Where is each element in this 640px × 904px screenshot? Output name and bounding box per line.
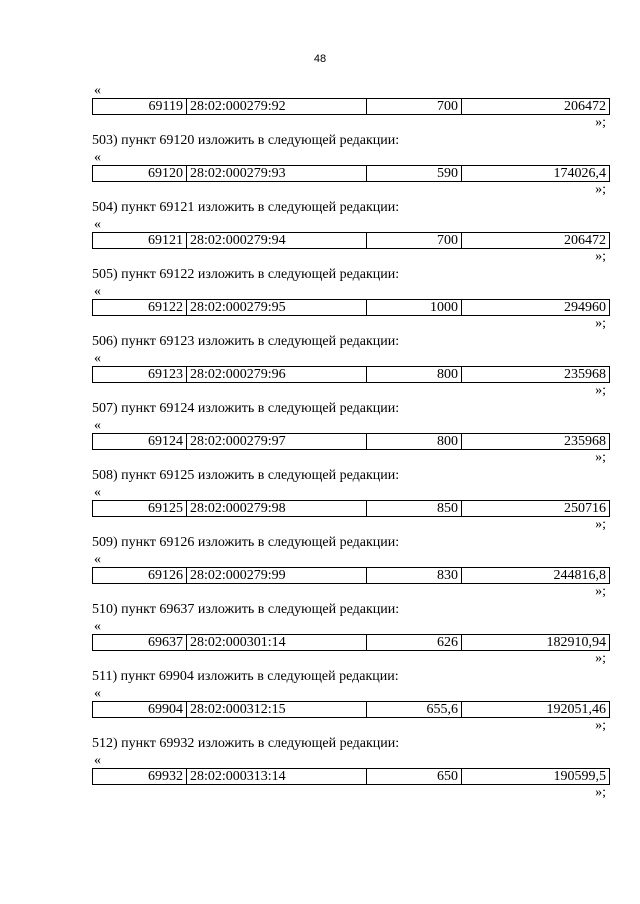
area-cell: 800 xyxy=(367,434,462,450)
cadastral-number-cell: 28:02:000301:14 xyxy=(187,635,367,651)
close-quote: »; xyxy=(595,182,606,197)
area-cell: 830 xyxy=(367,568,462,584)
area-cell: 626 xyxy=(367,635,462,651)
entry-block xyxy=(92,332,610,399)
entry-block xyxy=(92,600,610,667)
item-number-cell: 69932 xyxy=(93,769,187,785)
close-quote: »; xyxy=(595,718,606,733)
area-cell: 650 xyxy=(367,769,462,785)
document-body xyxy=(92,84,610,801)
area-cell: 1000 xyxy=(367,300,462,316)
open-quote: « xyxy=(94,284,101,299)
close-quote: »; xyxy=(595,249,606,264)
area-cell: 850 xyxy=(367,501,462,517)
amendment-heading: 506) пункт 69123 изложить в следующей редакции: xyxy=(92,334,400,349)
amendment-heading: 512) пункт 69932 изложить в следующей редакции: xyxy=(92,736,400,751)
entry-block xyxy=(92,466,610,533)
amendment-heading: 504) пункт 69121 изложить в следующей редакции: xyxy=(92,200,400,215)
value-cell: 182910,94 xyxy=(462,635,610,651)
table-row xyxy=(93,300,610,316)
item-number-cell: 69637 xyxy=(93,635,187,651)
value-cell: 174026,4 xyxy=(462,166,610,182)
close-quote: »; xyxy=(595,316,606,331)
record-table xyxy=(92,98,610,115)
item-number-cell: 69123 xyxy=(93,367,187,383)
item-number-cell: 69119 xyxy=(93,99,187,115)
area-cell: 655,6 xyxy=(367,702,462,718)
value-cell: 250716 xyxy=(462,501,610,517)
cadastral-number-cell: 28:02:000279:98 xyxy=(187,501,367,517)
cadastral-number-cell: 28:02:000279:99 xyxy=(187,568,367,584)
record-table xyxy=(92,567,610,584)
value-cell: 206472 xyxy=(462,99,610,115)
close-quote: »; xyxy=(595,450,606,465)
entry-block xyxy=(92,734,610,801)
record-table xyxy=(92,433,610,450)
table-row xyxy=(93,434,610,450)
page-number: 48 xyxy=(313,53,327,65)
area-cell: 700 xyxy=(367,99,462,115)
open-quote: « xyxy=(94,619,101,634)
close-quote: »; xyxy=(595,115,606,130)
amendment-heading: 510) пункт 69637 изложить в следующей редакции: xyxy=(92,602,400,617)
item-number-cell: 69124 xyxy=(93,434,187,450)
record-table xyxy=(92,165,610,182)
table-row xyxy=(93,99,610,115)
table-row xyxy=(93,233,610,249)
open-quote: « xyxy=(94,418,101,433)
record-table xyxy=(92,366,610,383)
value-cell: 294960 xyxy=(462,300,610,316)
cadastral-number-cell: 28:02:000279:96 xyxy=(187,367,367,383)
table-row xyxy=(93,769,610,785)
close-quote: »; xyxy=(595,785,606,800)
item-number-cell: 69904 xyxy=(93,702,187,718)
amendment-heading: 507) пункт 69124 изложить в следующей редакции: xyxy=(92,401,400,416)
open-quote: « xyxy=(94,686,101,701)
entry-block xyxy=(92,533,610,600)
record-table xyxy=(92,701,610,718)
amendment-heading: 508) пункт 69125 изложить в следующей редакции: xyxy=(92,468,400,483)
cadastral-number-cell: 28:02:000313:14 xyxy=(187,769,367,785)
cadastral-number-cell: 28:02:000312:15 xyxy=(187,702,367,718)
record-table xyxy=(92,232,610,249)
open-quote: « xyxy=(94,485,101,500)
open-quote: « xyxy=(94,83,101,98)
item-number-cell: 69120 xyxy=(93,166,187,182)
amendment-heading: 503) пункт 69120 изложить в следующей редакции: xyxy=(92,133,400,148)
open-quote: « xyxy=(94,753,101,768)
open-quote: « xyxy=(94,552,101,567)
open-quote: « xyxy=(94,150,101,165)
cadastral-number-cell: 28:02:000279:95 xyxy=(187,300,367,316)
value-cell: 192051,46 xyxy=(462,702,610,718)
table-row xyxy=(93,367,610,383)
item-number-cell: 69125 xyxy=(93,501,187,517)
cadastral-number-cell: 28:02:000279:92 xyxy=(187,99,367,115)
cadastral-number-cell: 28:02:000279:93 xyxy=(187,166,367,182)
value-cell: 206472 xyxy=(462,233,610,249)
item-number-cell: 69126 xyxy=(93,568,187,584)
open-quote: « xyxy=(94,351,101,366)
close-quote: »; xyxy=(595,383,606,398)
area-cell: 590 xyxy=(367,166,462,182)
record-table xyxy=(92,500,610,517)
value-cell: 235968 xyxy=(462,434,610,450)
amendment-heading: 511) пункт 69904 изложить в следующей редакции: xyxy=(92,669,399,684)
entry-block xyxy=(92,131,610,198)
value-cell: 190599,5 xyxy=(462,769,610,785)
entry-block xyxy=(92,84,610,131)
entries-list xyxy=(92,131,610,801)
item-number-cell: 69121 xyxy=(93,233,187,249)
amendment-heading: 505) пункт 69122 изложить в следующей редакции: xyxy=(92,267,400,282)
table-row xyxy=(93,568,610,584)
entry-block xyxy=(92,265,610,332)
close-quote: »; xyxy=(595,584,606,599)
amendment-heading: 509) пункт 69126 изложить в следующей редакции: xyxy=(92,535,400,550)
table-row xyxy=(93,702,610,718)
table-row xyxy=(93,501,610,517)
value-cell: 235968 xyxy=(462,367,610,383)
table-row xyxy=(93,635,610,651)
record-table xyxy=(92,634,610,651)
close-quote: »; xyxy=(595,651,606,666)
entry-block xyxy=(92,667,610,734)
cadastral-number-cell: 28:02:000279:94 xyxy=(187,233,367,249)
entry-block xyxy=(92,198,610,265)
open-quote: « xyxy=(94,217,101,232)
cadastral-number-cell: 28:02:000279:97 xyxy=(187,434,367,450)
value-cell: 244816,8 xyxy=(462,568,610,584)
area-cell: 700 xyxy=(367,233,462,249)
entry-block xyxy=(92,399,610,466)
record-table xyxy=(92,768,610,785)
area-cell: 800 xyxy=(367,367,462,383)
table-row xyxy=(93,166,610,182)
item-number-cell: 69122 xyxy=(93,300,187,316)
close-quote: »; xyxy=(595,517,606,532)
record-table xyxy=(92,299,610,316)
